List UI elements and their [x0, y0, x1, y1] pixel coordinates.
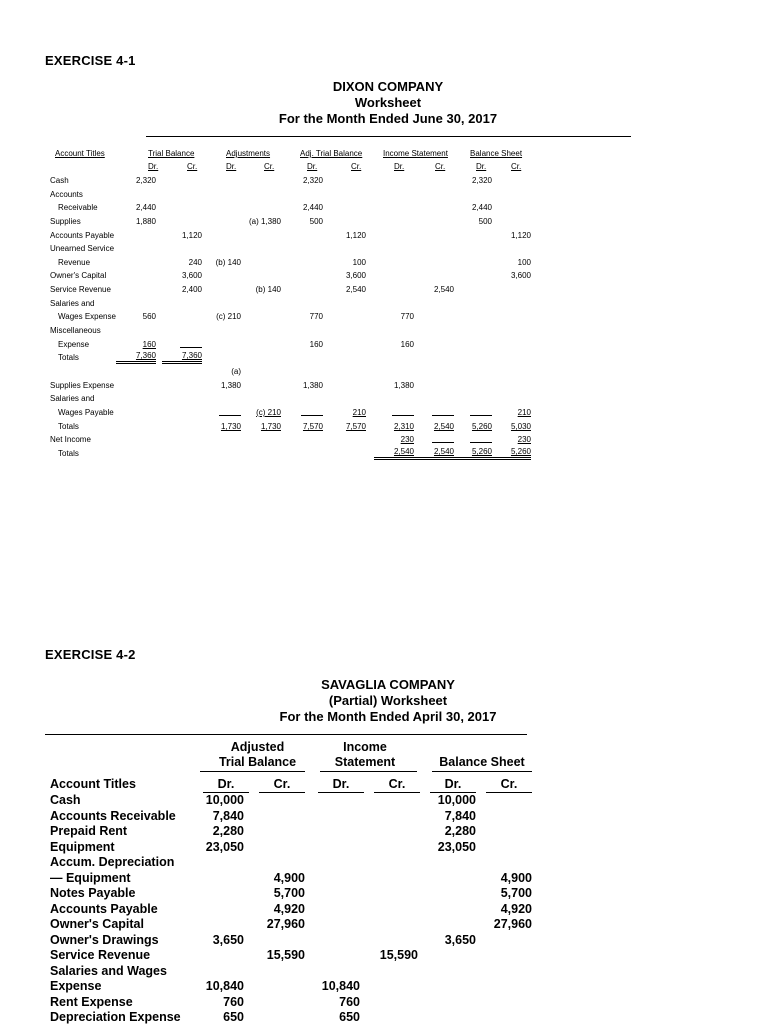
ex1-row-label: Receivable [58, 203, 98, 213]
ex2-table-row [50, 886, 540, 902]
ex1-cell-tb-dr: 1,880 [135, 216, 156, 226]
ex2-row-label: Accounts Payable [50, 901, 158, 916]
ex1-cell-atb-cr: 2,540 [345, 285, 366, 295]
ex1-header-trial-balance: Trial Balance [148, 149, 195, 158]
ex1-header-adj-trial-balance: Adj. Trial Balance [300, 149, 363, 158]
ex2-row-label: Owner's Capital [50, 917, 144, 931]
ex2-table-row [50, 902, 540, 918]
ex1-document-title: Worksheet [354, 95, 422, 110]
ex1-table-row [48, 242, 538, 256]
ex1-table-row [48, 297, 538, 311]
ex1-blank-rule [219, 406, 241, 416]
ex1-blank-rule [432, 406, 454, 416]
ex1-row-label: Salaries and [50, 298, 95, 308]
ex1-row-label: Totals [58, 421, 79, 431]
ex1-header-atb-cr: Cr. [351, 162, 362, 171]
ex1-cell-atb-dr: 2,440 [302, 203, 323, 213]
ex1-table-row [48, 310, 538, 324]
ex1-cell-tb-cr: 3,600 [181, 271, 202, 281]
ex1-row-label: Accounts Payable [50, 230, 115, 240]
ex2-table-row [50, 824, 540, 840]
ex1-table-row [48, 324, 538, 338]
ex2-row-label: Notes Payable [50, 886, 136, 900]
ex1-row-label: Net Income [50, 435, 91, 445]
ex2-row-label: Equipment [50, 839, 115, 854]
ex2-row-label: Cash [50, 793, 81, 807]
ex1-header-tb-dr: Dr. [148, 162, 159, 171]
ex1-cell-atb-dr: 500 [309, 216, 323, 226]
ex2-table-row [50, 809, 540, 825]
ex1-row-label: Owner's Capital [50, 271, 107, 281]
ex1-row-label: Service Revenue [50, 285, 111, 295]
ex1-cell-atb-dr: 2,320 [302, 176, 323, 185]
ex1-cell-bs-dr: 2,440 [471, 203, 492, 213]
ex1-cell-atb-dr: 160 [309, 339, 323, 349]
ex1-cell-is-dr: 160 [400, 339, 414, 349]
ex2-cell-bs-dr: 23,050 [437, 839, 476, 854]
ex1-header-is-dr: Dr. [394, 162, 405, 171]
ex2-cell-bs-cr: 27,960 [493, 917, 532, 931]
ex1-cell-adj-dr: (c) 210 [216, 312, 241, 322]
ex1-cell-adj-dr: 1,730 [220, 421, 241, 431]
ex2-table-row [50, 840, 540, 856]
ex2-header-atb-cr: Cr. [259, 777, 305, 793]
ex1-header-rule [146, 136, 631, 137]
ex1-cell-adj-cr: 1,730 [260, 421, 281, 431]
ex2-header-balance-sheet: Balance Sheet [439, 755, 525, 769]
ex1-blank-rule [301, 406, 323, 416]
ex1-cell-is-cr: 2,540 [433, 285, 454, 295]
ex2-header-is-dr: Dr. [318, 777, 364, 793]
ex2-header-adjusted: Adjusted [230, 740, 285, 754]
ex2-cell-atb-dr: 650 [223, 1010, 244, 1024]
ex1-row-label: Salaries and [50, 394, 95, 404]
ex1-row-label: Cash [50, 176, 69, 185]
ex1-cell-adj-dr: (b) 140 [215, 257, 241, 267]
ex1-row-label: Revenue [58, 257, 91, 267]
ex2-table-body [50, 793, 540, 1026]
ex2-cell-is-cr: 15,590 [379, 948, 418, 962]
ex1-cell-adj-cr: (c) 210 [256, 407, 281, 417]
ex2-cell-atb-dr: 2,280 [212, 824, 244, 838]
ex2-rule-atb [200, 771, 305, 772]
ex1-row-label: Wages Payable [58, 407, 114, 417]
ex1-cell-bs-cr: 230 [517, 435, 531, 445]
ex2-row-label: Salaries and Wages [50, 963, 167, 978]
ex2-cell-atb-dr: 7,840 [212, 808, 244, 823]
ex2-header-is-cr: Cr. [374, 777, 420, 793]
ex1-header-tb-cr: Cr. [187, 162, 198, 171]
ex1-header-balance-sheet: Balance Sheet [470, 149, 523, 158]
ex1-table-row [48, 392, 538, 406]
ex1-table-row [48, 201, 538, 215]
ex1-cell-bs-dr: 500 [478, 216, 492, 226]
ex1-cell-adj-dr: 1,380 [220, 380, 241, 390]
ex2-header-income: Income [343, 740, 387, 754]
ex1-cell-is-dr: 2,540 [374, 447, 414, 460]
ex2-cell-atb-dr: 10,000 [205, 793, 244, 807]
ex2-company-name: SAVAGLIA COMPANY [321, 677, 455, 692]
ex2-cell-is-dr: 760 [339, 994, 360, 1009]
ex1-period: For the Month Ended June 30, 2017 [278, 111, 498, 126]
ex1-cell-tb-cr: 2,400 [181, 285, 202, 295]
ex1-row-label: Totals [58, 448, 79, 458]
ex1-cell-atb-dr: 7,570 [302, 421, 323, 431]
ex1-cell-adj-cr: (a) 1,380 [248, 216, 281, 226]
ex2-cell-atb-dr: 3,650 [212, 932, 244, 947]
ex1-cell-tb-cr: 7,360 [162, 351, 202, 364]
ex1-cell-tb-dr: 2,320 [135, 176, 156, 185]
ex2-cell-bs-cr: 4,900 [500, 870, 532, 885]
ex2-header-trial-balance: Trial Balance [218, 755, 297, 769]
ex1-table-row [48, 229, 538, 243]
exercise-4-2-label: EXERCISE 4-2 [45, 647, 136, 662]
ex2-table-row [50, 979, 540, 995]
ex2-row-label: Accum. Depreciation [50, 855, 175, 869]
ex1-header-adj-dr: Dr. [226, 162, 237, 171]
ex1-table-row [48, 433, 538, 447]
ex2-header-account-titles: Account Titles [50, 777, 136, 791]
ex1-header-account-titles: Account Titles [55, 149, 105, 158]
ex1-cell-bs-cr: 3,600 [510, 271, 531, 281]
ex2-cell-atb-cr: 27,960 [266, 917, 305, 931]
ex1-column-headers [48, 147, 538, 174]
exercise-4-1-label: EXERCISE 4-1 [45, 53, 136, 68]
ex2-cell-is-dr: 650 [339, 1010, 360, 1024]
ex1-cell-bs-dr: 5,260 [452, 447, 492, 460]
ex2-header-rule [45, 734, 527, 735]
ex1-cell-is-cr: 2,540 [433, 421, 454, 431]
ex1-cell-tb-cr: 1,120 [181, 230, 202, 240]
ex1-row-label: Expense [58, 339, 90, 349]
ex1-table-row [48, 406, 538, 420]
ex1-cell-atb-cr: 1,120 [345, 230, 366, 240]
ex1-row-label: Accounts [50, 189, 83, 199]
ex1-cell-is-cr: 2,540 [414, 447, 454, 460]
ex1-cell-is-dr: 1,380 [393, 380, 414, 390]
ex2-cell-atb-cr: 15,590 [266, 948, 305, 962]
ex2-row-label: — Equipment [50, 870, 131, 885]
ex2-table-row [50, 948, 540, 964]
ex1-row-label: Miscellaneous [50, 326, 101, 336]
ex2-cell-bs-dr: 7,840 [444, 808, 476, 823]
ex1-cell-atb-cr: 210 [352, 407, 366, 417]
ex1-header-adjustments: Adjustments [226, 149, 271, 158]
ex2-table-row [50, 793, 540, 809]
ex1-table-row [48, 256, 538, 270]
ex1-row-label: Supplies [50, 216, 81, 226]
ex2-cell-bs-cr: 5,700 [500, 886, 532, 900]
ex2-table-row [50, 1010, 540, 1026]
ex2-cell-atb-cr: 5,700 [273, 886, 305, 900]
ex2-rule-is [320, 771, 417, 772]
ex2-row-label: Expense [50, 979, 102, 993]
ex1-cell-bs-cr: 100 [517, 257, 531, 267]
ex1-cell-tb-dr: 160 [142, 339, 156, 349]
ex2-cell-bs-cr: 4,920 [500, 901, 532, 916]
ex1-blank-rule [470, 433, 492, 443]
ex2-cell-bs-dr: 3,650 [444, 932, 476, 947]
ex1-cell-atb-cr: 7,570 [345, 421, 366, 431]
ex1-table-row [48, 351, 538, 365]
ex2-cell-atb-dr: 23,050 [205, 839, 244, 854]
ex1-table-body [48, 174, 538, 460]
ex2-header-bs-cr: Cr. [486, 777, 532, 793]
ex1-blank-rule [180, 338, 202, 348]
ex2-period: For the Month Ended April 30, 2017 [279, 709, 497, 724]
ex1-cell-atb-dr: 1,380 [302, 380, 323, 390]
ex2-table-row [50, 917, 540, 933]
ex1-blank-rule [432, 433, 454, 443]
ex1-table-row [48, 269, 538, 283]
ex1-cell-is-dr: 2,310 [393, 421, 414, 431]
ex2-rule-bs [432, 771, 532, 772]
ex2-row-label: Depreciation Expense [50, 1010, 181, 1024]
ex1-row-label: Totals [58, 353, 79, 363]
ex1-cell-bs-dr: 2,320 [471, 176, 492, 185]
ex1-table-row [48, 447, 538, 461]
ex2-cell-bs-dr: 2,280 [444, 824, 476, 838]
ex1-cell-atb-cr: 3,600 [345, 271, 366, 281]
ex2-cell-bs-dr: 10,000 [437, 793, 476, 807]
ex2-column-headers [50, 740, 540, 793]
ex2-table-row [50, 855, 540, 871]
ex1-header-adj-cr: Cr. [264, 162, 275, 171]
ex1-header-atb-dr: Dr. [307, 162, 318, 171]
ex2-table-row [50, 995, 540, 1011]
ex1-header-bs-dr: Dr. [476, 162, 487, 171]
ex1-cell-atb-dr: 770 [309, 312, 323, 322]
ex2-cell-atb-dr: 760 [223, 994, 244, 1009]
ex2-table-row [50, 964, 540, 980]
ex1-row-label: Supplies Expense [50, 380, 115, 390]
ex2-cell-atb-cr: 4,900 [273, 870, 305, 885]
ex1-header-bs-cr: Cr. [511, 162, 522, 171]
ex1-table-row [48, 338, 538, 352]
ex2-row-label: Service Revenue [50, 948, 151, 962]
ex1-table-row [48, 174, 538, 188]
ex2-row-label: Rent Expense [50, 994, 133, 1009]
ex1-row-label: Wages Expense [58, 312, 116, 322]
ex2-cell-atb-dr: 10,840 [205, 979, 244, 993]
ex1-worksheet-table [48, 147, 538, 460]
ex1-cell-atb-cr: 100 [352, 257, 366, 267]
ex2-cell-atb-cr: 4,920 [273, 901, 305, 916]
ex1-cell-tb-dr: 7,360 [116, 351, 156, 364]
ex2-row-label: Prepaid Rent [50, 824, 128, 838]
ex2-worksheet-table [50, 740, 540, 1026]
ex1-cell-bs-cr: 1,120 [510, 230, 531, 240]
ex1-cell-adj-cr: (b) 140 [255, 285, 281, 295]
ex1-cell-bs-dr: 5,260 [471, 421, 492, 431]
ex1-table-row [48, 379, 538, 393]
ex2-table-row [50, 871, 540, 887]
ex2-cell-is-dr: 10,840 [321, 979, 360, 993]
ex2-document-title: (Partial) Worksheet [328, 693, 448, 708]
ex1-table-row [48, 283, 538, 297]
ex1-cell-bs-cr: 5,260 [491, 447, 531, 460]
ex1-blank-rule [392, 406, 414, 416]
ex1-cell-tb-dr: 560 [142, 312, 156, 322]
ex1-cell-bs-cr: 210 [517, 407, 531, 417]
ex1-blank-rule [470, 406, 492, 416]
ex1-table-row [48, 420, 538, 434]
ex1-cell-is-dr: 770 [400, 312, 414, 322]
ex1-header-income-statement: Income Statement [383, 149, 448, 158]
ex1-table-row [48, 215, 538, 229]
ex2-row-label: Owner's Drawings [50, 932, 159, 947]
ex1-row-label: Unearned Service [50, 244, 115, 254]
ex1-cell-tb-cr: 240 [188, 257, 202, 267]
ex2-row-label: Accounts Receivable [50, 808, 176, 823]
ex1-table-row [48, 365, 538, 379]
ex1-table-row [48, 188, 538, 202]
ex2-table-row [50, 933, 540, 949]
ex2-header-statement: Statement [334, 755, 396, 769]
ex1-cell-tb-dr: 2,440 [135, 203, 156, 213]
ex1-company-name: DIXON COMPANY [332, 79, 444, 94]
ex1-cell-bs-cr: 5,030 [510, 421, 531, 431]
ex1-header-is-cr: Cr. [435, 162, 446, 171]
ex1-cell-adj-dr: (a) [231, 366, 241, 376]
ex1-cell-is-dr: 230 [400, 435, 414, 445]
ex2-header-atb-dr: Dr. [203, 777, 249, 793]
ex2-header-bs-dr: Dr. [430, 777, 476, 793]
